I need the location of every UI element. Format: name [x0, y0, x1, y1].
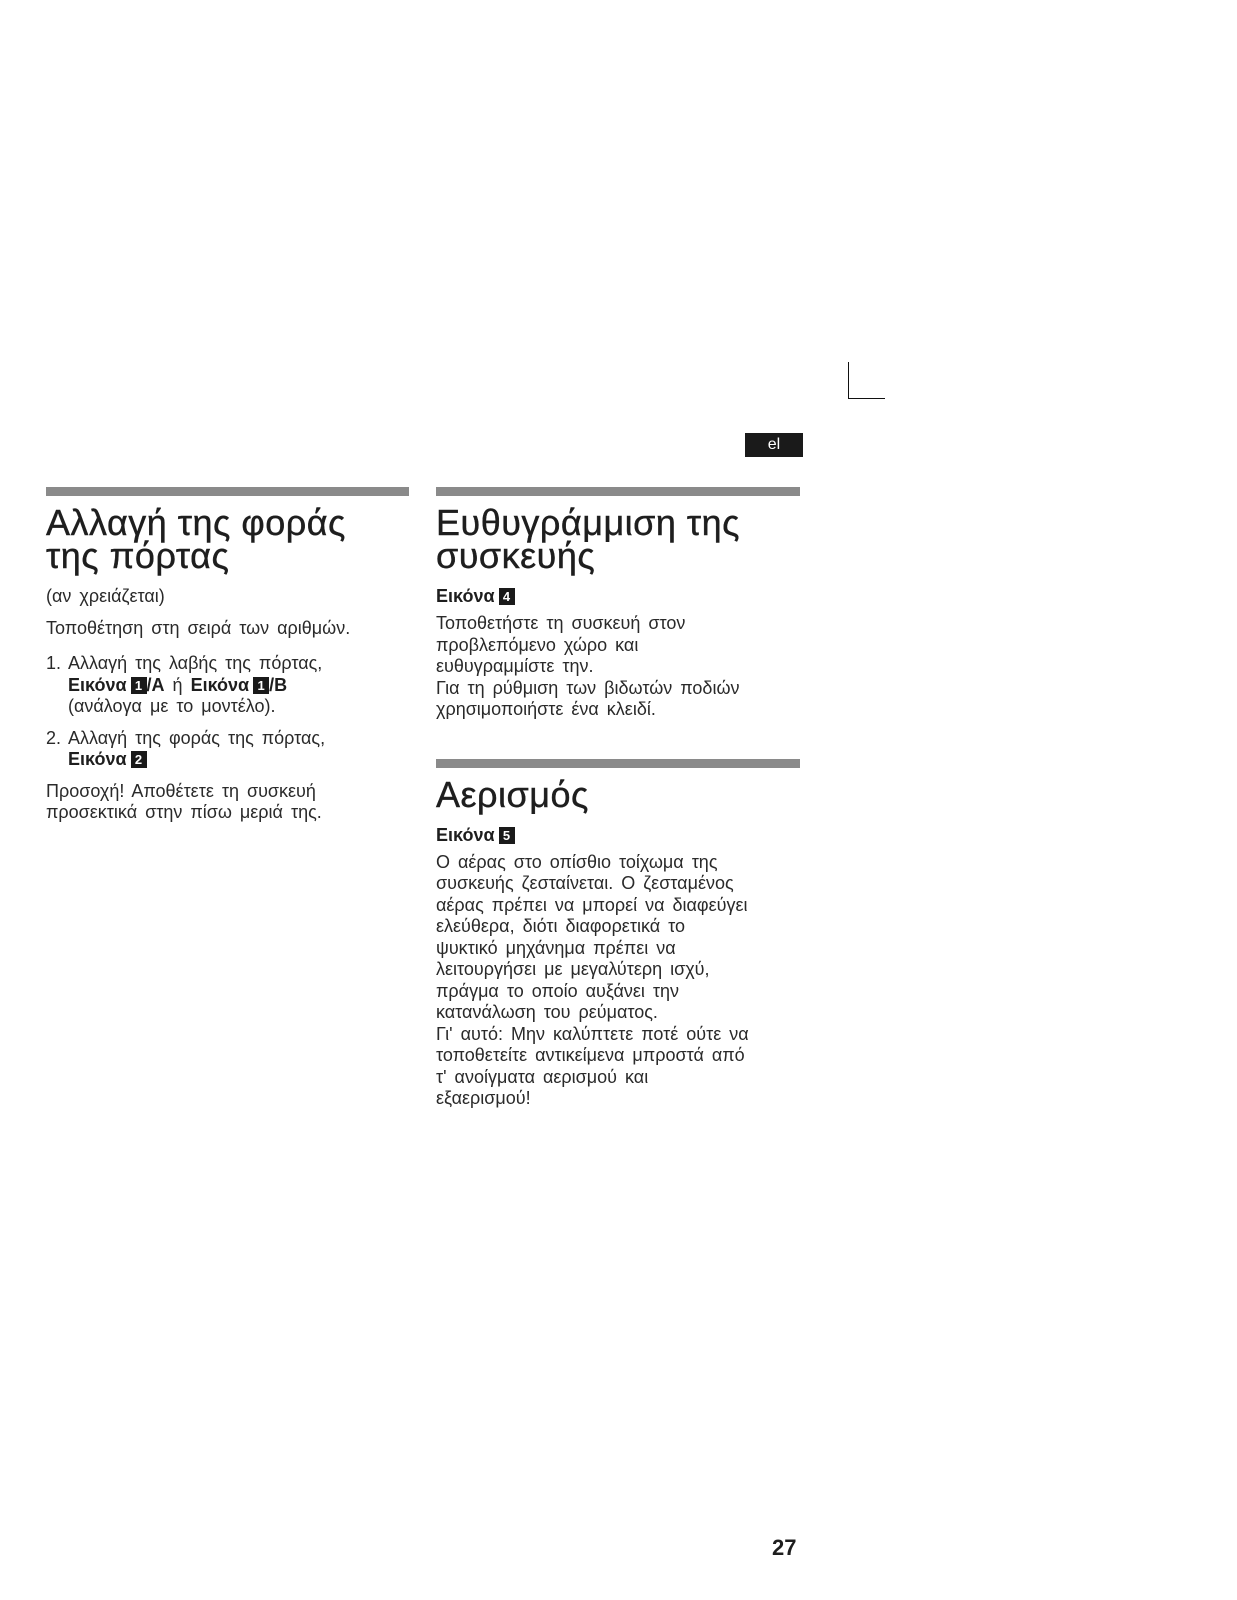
- text-line: πράγμα το οποίο αυξάνει την: [436, 980, 680, 1001]
- text-line: προβλεπόμενο χώρο και: [436, 634, 639, 655]
- section-title-leveling: [436, 502, 800, 576]
- title-line-2: της πόρτας: [46, 535, 230, 576]
- list-body: [68, 653, 409, 718]
- text-line: τ' ανοίγματα αερισμού και: [436, 1066, 649, 1087]
- title-line-1: Αερισμός: [436, 773, 589, 815]
- text-line: ευθυγραμμίστε την.: [436, 656, 594, 676]
- crop-corner-mark: [848, 362, 885, 399]
- model-note: (ανάλογα με το μοντέλο).: [68, 696, 276, 716]
- text-line: Τοποθετήστε τη συσκευή στον: [436, 613, 686, 633]
- text-line: Ο αέρας στο οπίσθιο τοίχωμα της: [436, 851, 718, 872]
- text-line: συσκευής ζεσταίνεται. Ο ζεσταμένος: [436, 873, 734, 893]
- figure-suffix: /A: [146, 674, 165, 695]
- title-line-1: Αλλαγή της φοράς: [46, 502, 346, 543]
- section-rule: [46, 487, 409, 496]
- figure-number-badge: 4: [499, 588, 515, 605]
- section-rule: [436, 487, 800, 496]
- text-line: εξαερισμού!: [436, 1088, 531, 1108]
- text-line: τοποθετείτε αντικείμενα μπροστά από: [436, 1045, 745, 1065]
- text-line: ψυκτικό μηχάνημα πρέπει να: [436, 937, 676, 958]
- text-line: χρησιμοποιήστε ένα κλειδί.: [436, 699, 656, 719]
- step-text: Αλλαγή της λαβής της πόρτας,: [68, 653, 323, 673]
- figure-number-badge: 2: [131, 751, 147, 768]
- left-column: [46, 487, 409, 824]
- section-title-ventilation: [436, 773, 800, 815]
- section-title-door-reversal: [46, 502, 409, 576]
- warning-line-1: Προσοχή! Αποθέτετε τη συσκευή: [46, 780, 316, 801]
- warning-line-2: προσεκτικά στην πίσω μεριά της.: [46, 802, 322, 822]
- figure-ref-label: Εικόνα: [436, 824, 495, 845]
- figure-ref-label: Εικόνα: [190, 674, 250, 695]
- connector-text: ή: [172, 674, 183, 695]
- figure-suffix: /B: [269, 674, 288, 695]
- text-line: Για τη ρύθμιση των βιδωτών ποδιών: [436, 677, 740, 698]
- figure-ref-label: Εικόνα: [436, 586, 495, 606]
- language-tag: el: [745, 433, 803, 457]
- list-body: [68, 728, 409, 771]
- text-line: κατανάλωση του ρεύματος.: [436, 1002, 658, 1022]
- title-line-1: Ευθυγράμμιση της: [436, 502, 741, 543]
- list-number: 1.: [46, 653, 62, 673]
- text-line: ελεύθερα, διότι διαφορετικά το: [436, 916, 685, 936]
- figure-ref-label: Εικόνα: [68, 749, 127, 769]
- text-line: Γι' αυτό: Μην καλύπτετε ποτέ ούτε να: [436, 1023, 749, 1044]
- figure-number-badge: 5: [499, 827, 515, 844]
- subtitle-text: (αν χρειάζεται): [46, 586, 165, 606]
- text-line: λειτουργήσει με μεγαλύτερη ισχύ,: [436, 959, 710, 979]
- intro-text: Τοποθέτηση στη σειρά των αριθμών.: [46, 617, 351, 638]
- page-number: 27: [772, 1535, 797, 1560]
- section-rule: [436, 759, 800, 768]
- figure-number-badge: 1: [131, 677, 147, 694]
- list-item: [46, 728, 409, 771]
- right-column: [436, 487, 800, 1110]
- step-text: Αλλαγή της φοράς της πόρτας,: [68, 727, 326, 748]
- figure-number-badge: 1: [253, 677, 269, 694]
- figure-reference: [436, 586, 800, 607]
- list-item: [46, 653, 409, 718]
- steps-list: [46, 653, 409, 771]
- figure-ref-label: Εικόνα: [68, 674, 127, 695]
- list-number: 2.: [46, 727, 62, 748]
- ventilation-text: [436, 852, 800, 1110]
- text-line: αέρας πρέπει να μπορεί να διαφεύγει: [436, 894, 748, 915]
- leveling-text: [436, 613, 800, 721]
- title-line-2: συσκευής: [436, 535, 596, 576]
- warning-text: [46, 781, 409, 824]
- figure-reference: [436, 825, 800, 846]
